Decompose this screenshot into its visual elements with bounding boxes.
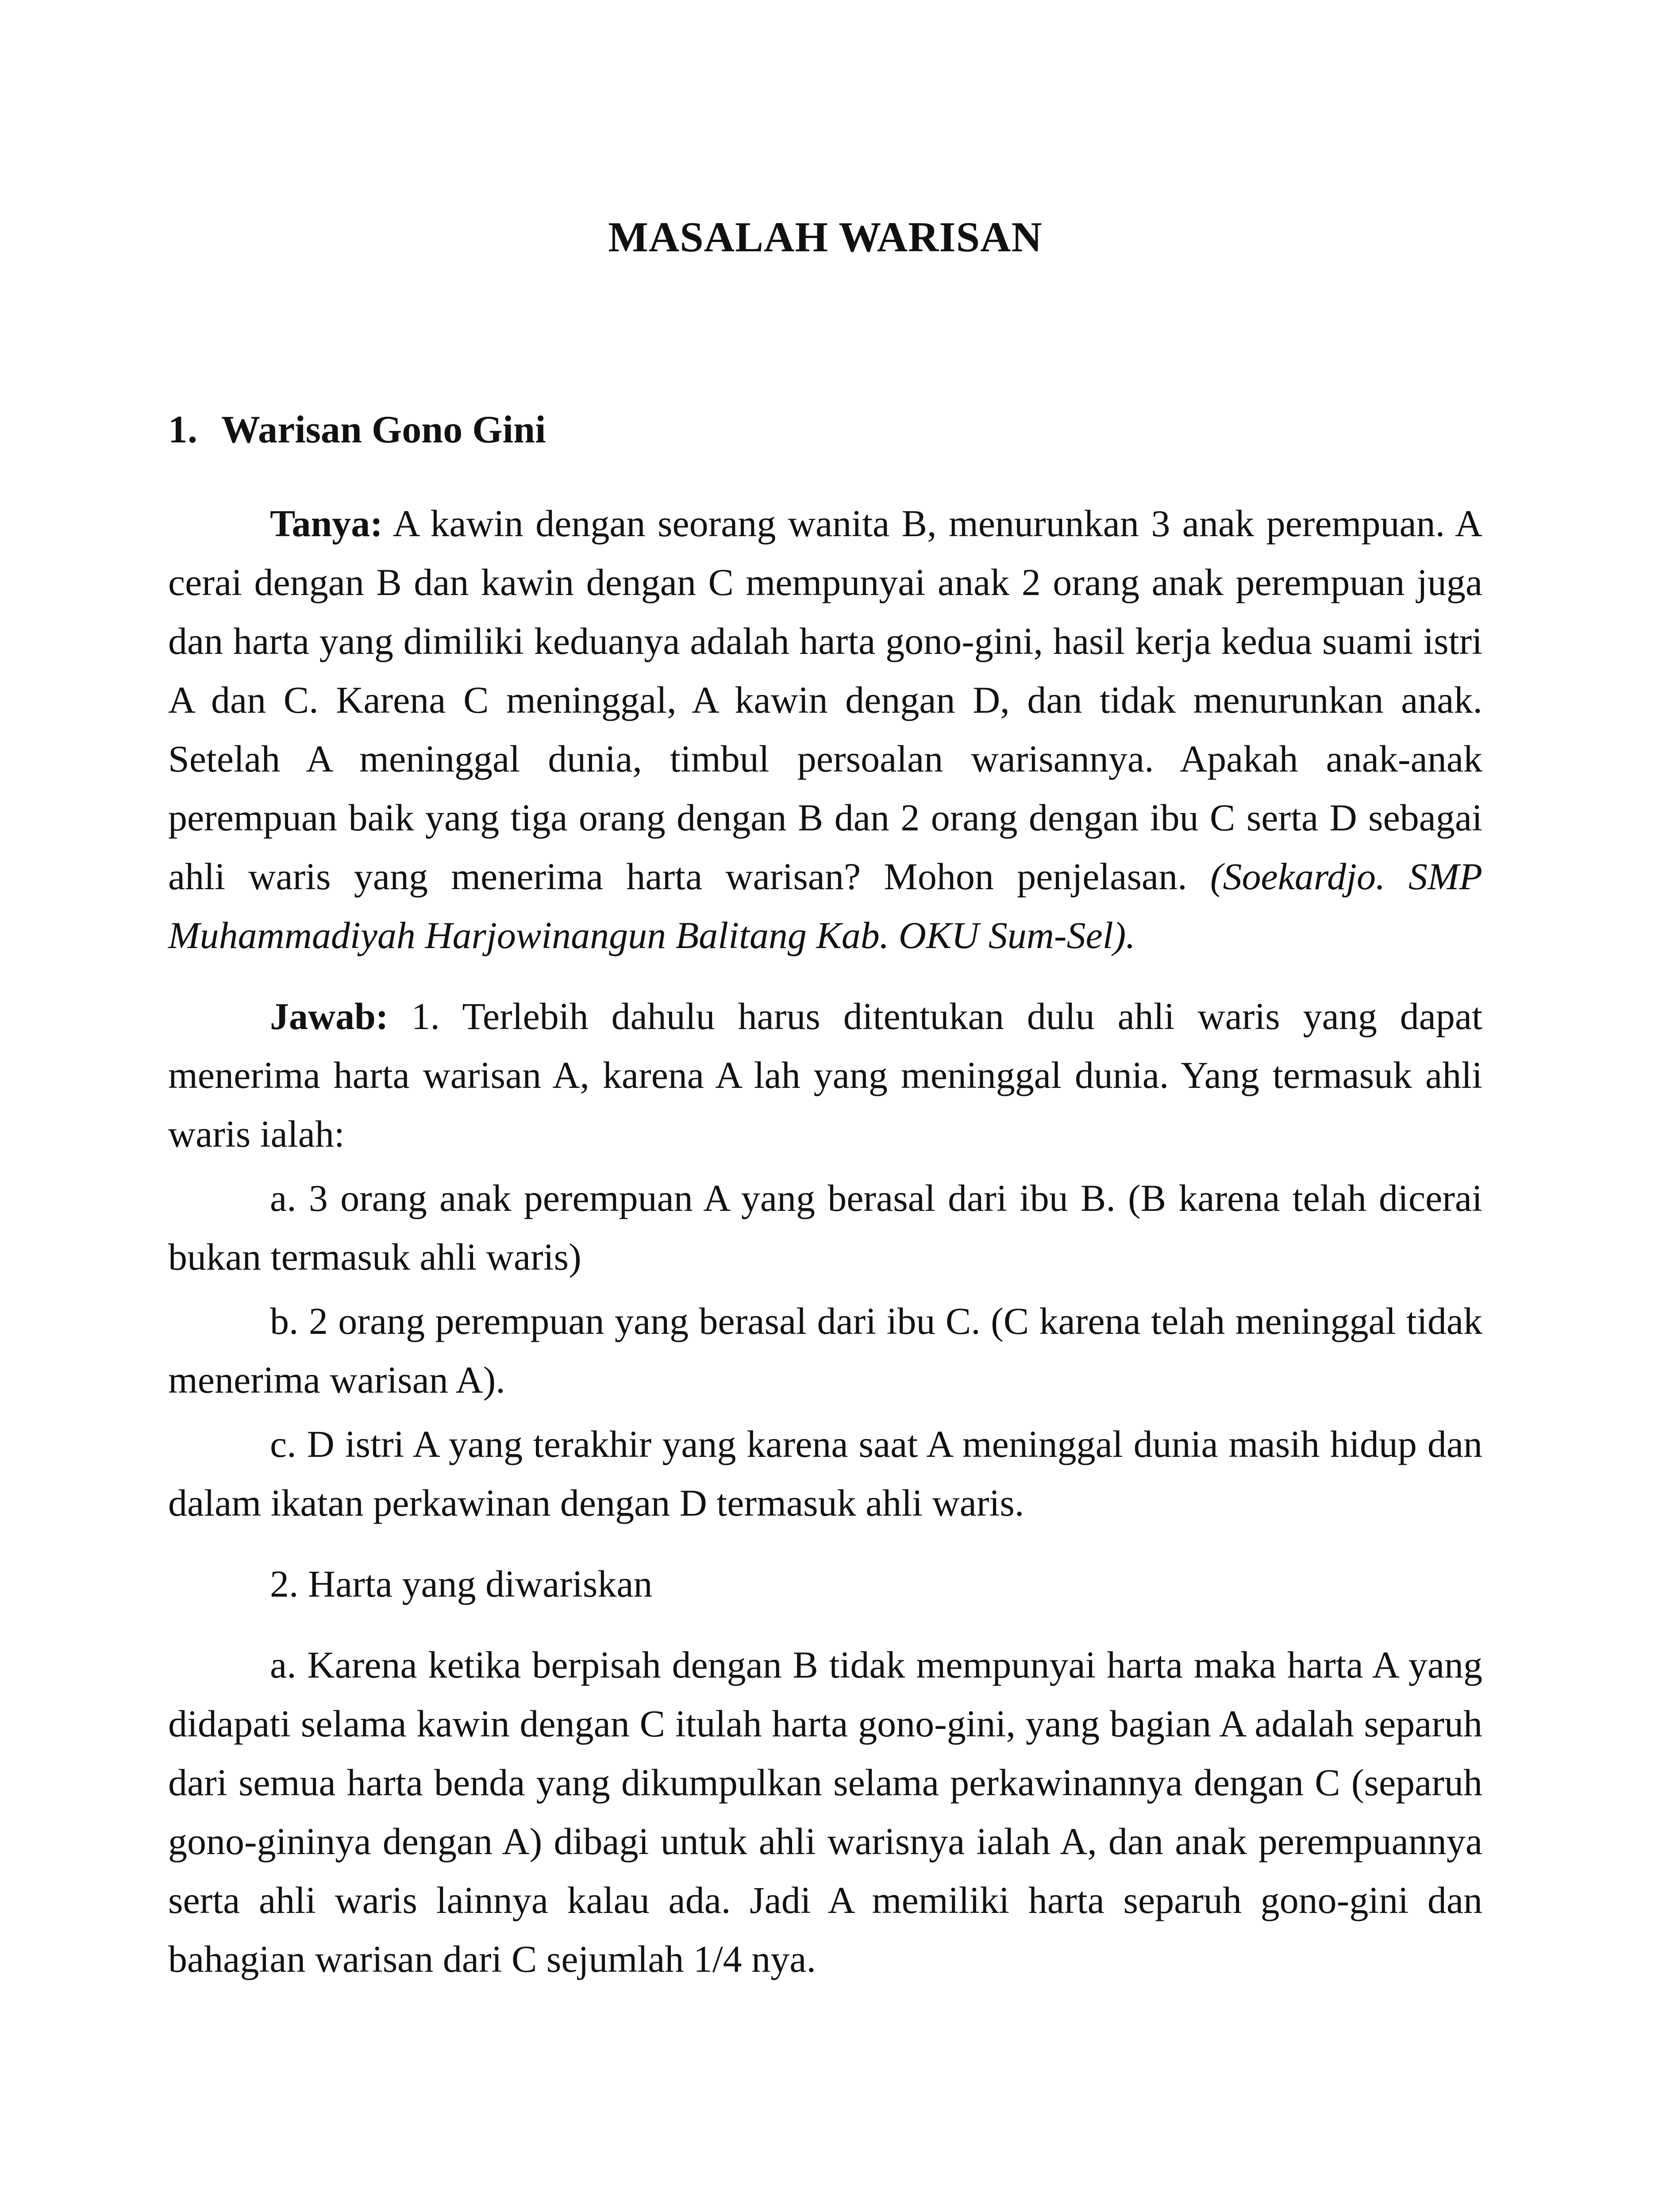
section-number: 1. [168, 408, 197, 451]
page-title: MASALAH WARISAN [608, 213, 1043, 261]
section-title: Warisan Gono Gini [221, 408, 546, 451]
question-citation: (Soekardjo. SMP Muhammadiyah Harjowinangun Balitang Kab. OKU Sum-Sel). [168, 855, 1482, 956]
heir-item-a: a. 3 orang anak perempuan A yang berasal dari ibu B. (B karena telah dicerai bukan termasuk ahli waris) [168, 1177, 1482, 1278]
answer-intro-paragraph [168, 987, 1482, 1164]
answer-label: Jawab: [270, 995, 389, 1037]
page-content [168, 212, 1482, 1989]
question-text: A kawin dengan seorang wanita B, menurunkan 3 anak perempuan. A cerai dengan B dan kawin dengan C mempunyai anak 2 orang anak perempuan juga dan harta yang dimiliki keduanya adalah harta gono-gini, hasil kerja kedua suami istri A dan C. Karena C meninggal, A kawin dengan D, dan tidak menurunkan anak. Setelah A meninggal dunia, timbul persoalan warisannya. Apakah anak-anak perempuan baik yang tiga orang dengan B dan 2 orang dengan ibu C serta D sebagai ahli waris yang menerima harta warisan? Mohon penjelasan. [168, 502, 1482, 898]
point-2-paragraph: a. Karena ketika berpisah dengan B tidak mempunyai harta maka harta A yang didapati selama kawin dengan C itulah harta gono-gini, yang bagian A adalah separuh dari semua harta benda yang dikumpulkan selama perkawinannya dengan C (separuh gono-gininya dengan A) dibagi untuk ahli warisnya ialah A, dan anak perempuannya serta ahli waris lainnya kalau ada. Jadi A memiliki harta separuh gono-gini dan bahagian warisan dari C sejumlah 1/4 nya. [168, 1644, 1482, 1980]
point-2-heading: 2. Harta yang diwariskan [270, 1563, 653, 1605]
question-label: Tanya: [270, 502, 383, 545]
question-paragraph [168, 494, 1482, 965]
heir-item-c: c. D istri A yang terakhir yang karena saat A meninggal dunia masih hidup dan dalam ikatan perkawinan dengan D termasuk ahli waris. [168, 1423, 1482, 1524]
answer-intro-text: 1. Terlebih dahulu harus ditentukan dulu ahli waris yang dapat menerima harta warisan A, karena A lah yang meninggal dunia. Yang termasuk ahli waris ialah: [168, 995, 1482, 1155]
heir-item-b: b. 2 orang perempuan yang berasal dari ibu C. (C karena telah meninggal tidak menerima warisan A). [168, 1300, 1482, 1401]
section-heading [168, 407, 1482, 452]
